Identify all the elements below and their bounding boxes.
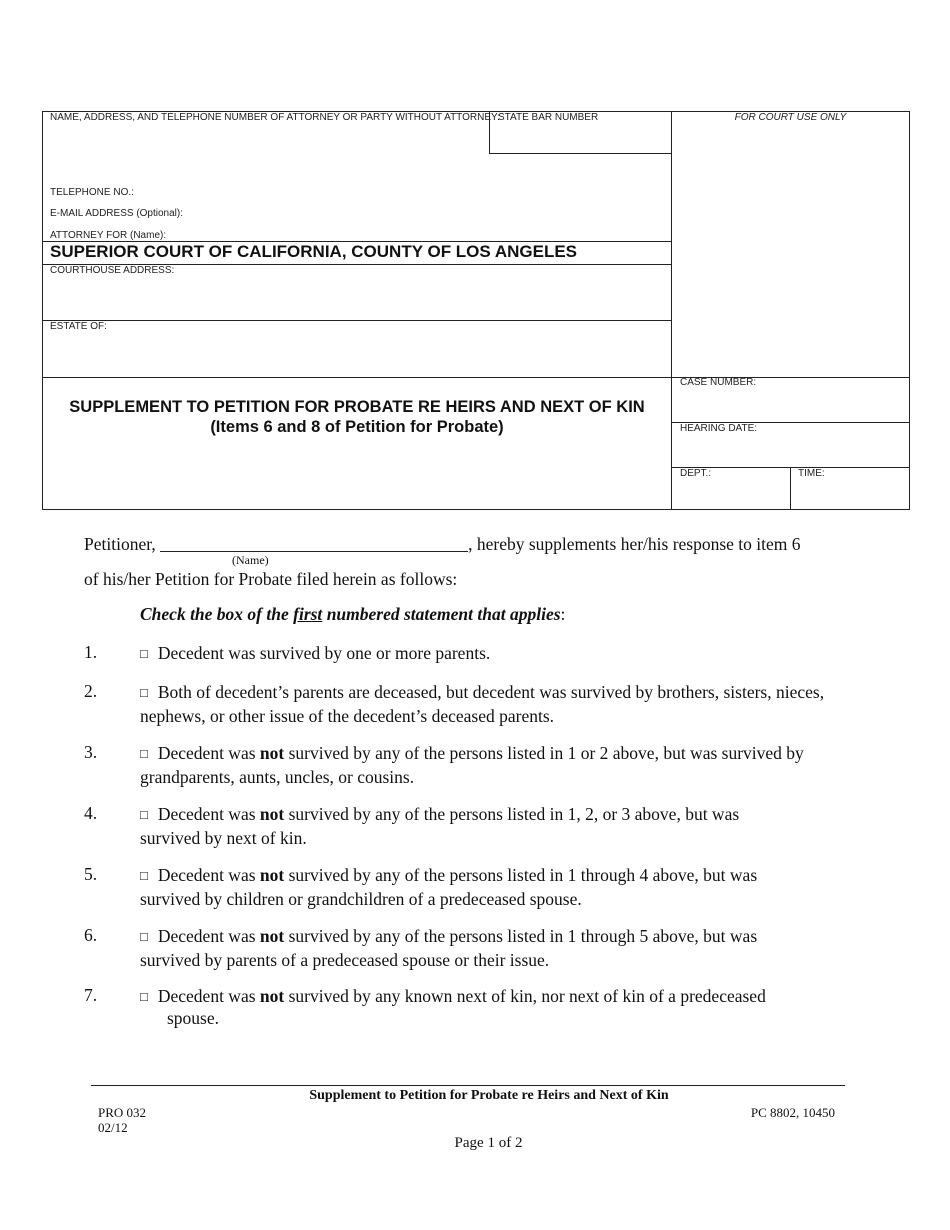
title-divider [42,377,910,378]
statement-4-checkbox[interactable]: □ [140,807,148,822]
intro-line2: of his/her Petition for Probate filed herein as follows: [84,569,458,589]
statement-7 [140,985,850,1009]
state-bar-caption: STATE BAR NUMBER [498,112,599,123]
statement-2-text: Both of decedent’s parents are deceased, but decedent was survived by brothers, sisters, nieces, nephews, or other issue of the decedent’s deceased parents. [140,682,825,726]
petitioner-line [84,533,801,555]
instruction-colon: : [560,604,566,624]
statement-7-lead: Decedent was [157,986,256,1006]
email-caption: E-MAIL ADDRESS (Optional): [50,208,184,219]
statement-5-rest: survived by any of the persons listed in 1 through 4 above, but was survived by children or grandchildren of a predeceased spouse. [140,865,758,909]
form-border-bottom [42,509,910,510]
statement-4 [140,803,800,849]
statement-6 [140,925,820,971]
form-title-line1: SUPPLEMENT TO PETITION FOR PROBATE RE HEIRS AND NEXT OF KIN [69,398,645,416]
statement-1 [140,642,850,666]
instruction-part3: numbered statement that applies [326,604,561,624]
dept-time-divider [790,467,791,510]
form-border-left [42,111,43,510]
footer-title: Supplement to Petition for Probate re Heirs and Next of Kin [309,1088,669,1103]
form-border-right [909,111,910,510]
instruction-part1: Check the box of the [140,604,289,624]
statement-6-number: 6. [84,925,98,945]
page-number: Page 1 of 2 [454,1135,523,1151]
statement-7-checkbox[interactable]: □ [140,989,148,1004]
form-code: PRO 032 [98,1105,147,1120]
case-number-caption: CASE NUMBER: [680,377,757,388]
statement-3-number: 3. [84,742,98,762]
courthouse-address-caption: COURTHOUSE ADDRESS: [50,265,175,276]
instruction-first: first [293,604,323,624]
statement-4-rest: survived by any of the persons listed in 1, 2, or 3 above, but was survived by next of kin. [140,804,740,848]
estate-of-caption: ESTATE OF: [50,321,107,332]
statement-5 [140,864,820,910]
statement-7-rest: survived by any known next of kin, nor next of kin of a predeceased [288,986,766,1006]
statement-1-text: Decedent was survived by one or more parents. [157,643,491,663]
court-name: SUPERIOR COURT OF CALIFORNIA, COUNTY OF LOS ANGELES [50,242,578,261]
petitioner-name-blank[interactable] [160,533,468,552]
statement-4-number: 4. [84,803,98,823]
statute-reference: PC 8802, 10450 [750,1105,835,1120]
statement-3-checkbox[interactable]: □ [140,746,148,761]
statement-6-lead: Decedent was [157,926,256,946]
statement-3-rest: survived by any of the persons listed in 1 or 2 above, but was survived by grandparents, aunts, uncles, or cousins. [140,743,804,787]
statement-2 [140,681,850,727]
statement-6-not: not [259,926,285,946]
petitioner-suffix: , hereby supplements her/his response to item 6 [468,534,801,554]
statement-5-lead: Decedent was [157,865,256,885]
time-caption: TIME: [798,468,825,479]
statement-6-rest: survived by any of the persons listed in 1 through 5 above, but was survived by parents of a predeceased spouse or their issue. [140,926,758,970]
statement-3-lead: Decedent was [157,743,256,763]
attorney-caption: NAME, ADDRESS, AND TELEPHONE NUMBER OF ATTORNEY OR PARTY WITHOUT ATTORNEY: [50,112,500,123]
statement-3 [140,742,850,788]
footer-rule [91,1085,845,1086]
statement-6-checkbox[interactable]: □ [140,929,148,944]
name-caption: (Name) [232,553,269,567]
statement-4-not: not [259,804,285,824]
state-bar-box-bottom [489,153,672,154]
statement-5-number: 5. [84,864,98,884]
statement-4-lead: Decedent was [157,804,256,824]
form-column-divider [671,111,672,510]
form-date: 02/12 [98,1120,128,1135]
instruction [140,603,565,625]
hearing-date-caption: HEARING DATE: [680,423,758,434]
statement-2-checkbox[interactable]: □ [140,685,148,700]
statement-5-not: not [259,865,285,885]
telephone-caption: TELEPHONE NO.: [50,187,134,198]
attorney-for-caption: ATTORNEY FOR (Name): [50,230,167,241]
statement-1-checkbox[interactable]: □ [140,646,148,661]
form-title-line2: (Items 6 and 8 of Petition for Probate) [210,418,504,436]
petitioner-prefix: Petitioner, [84,534,156,554]
statement-5-checkbox[interactable]: □ [140,868,148,883]
statement-2-number: 2. [84,681,98,701]
form-title [43,397,671,437]
court-use-caption: FOR COURT USE ONLY [734,112,847,123]
statement-1-number: 1. [84,642,98,662]
statement-7-continuation: spouse. [167,1008,220,1028]
statement-3-not: not [259,743,285,763]
estate-divider [42,320,672,321]
statement-7-number: 7. [84,985,98,1005]
statement-7-not: not [259,986,285,1006]
dept-caption: DEPT.: [680,468,712,479]
